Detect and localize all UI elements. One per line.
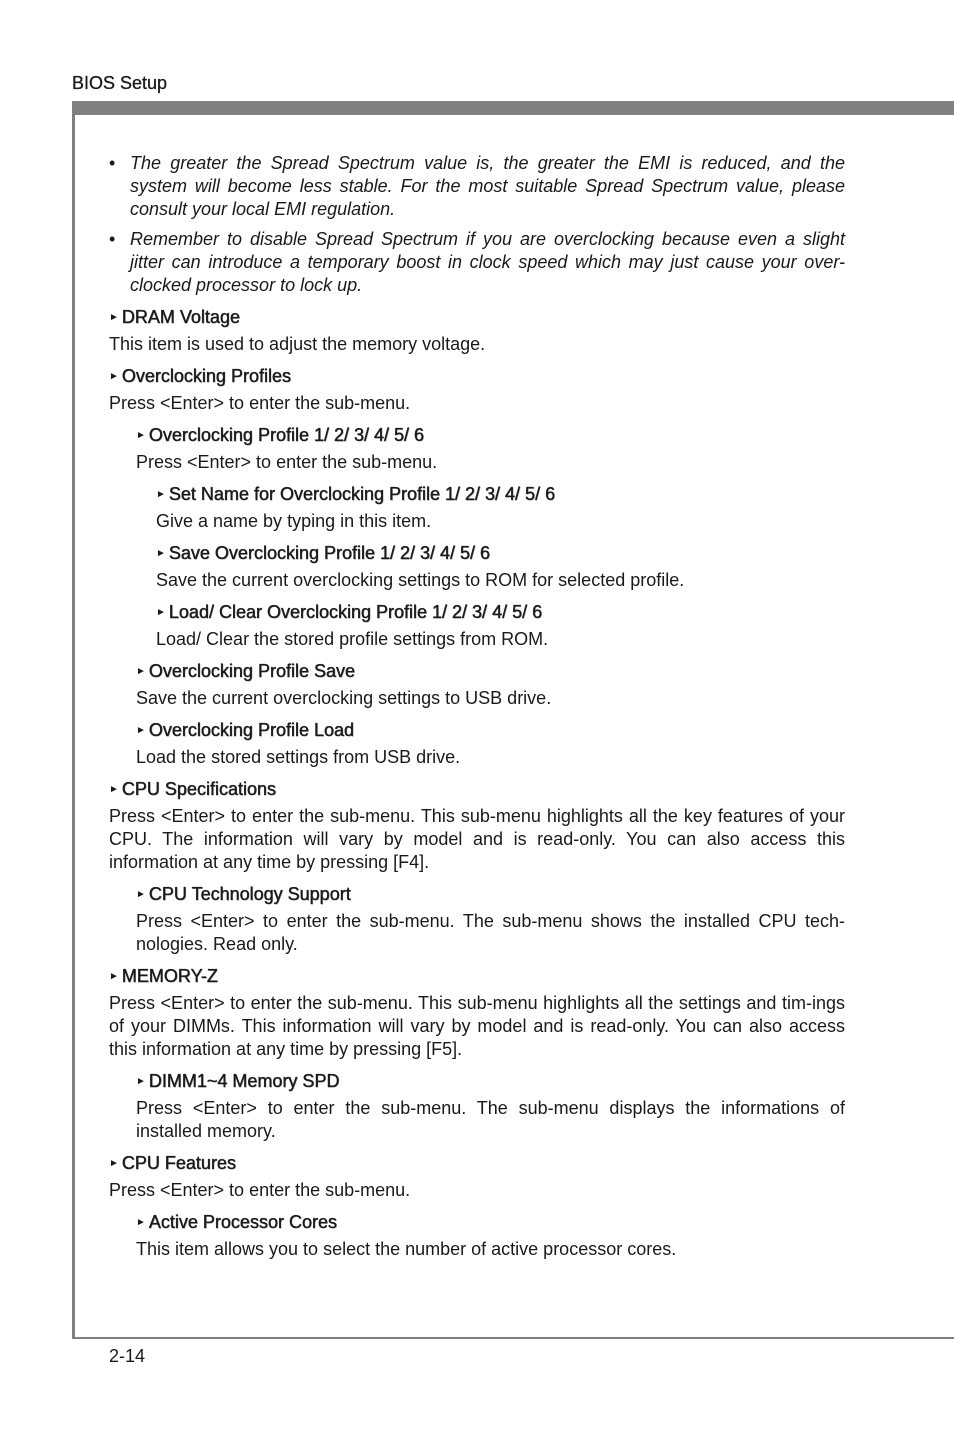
setting-cpu-features <box>109 1152 845 1202</box>
setting-description: Press <Enter> to enter the sub-menu. <box>109 393 411 413</box>
setting-title: Save Overclocking Profile 1/ 2/ 3/ 4/ 5/ 6 <box>168 543 491 563</box>
setting-title: DIMM1~4 Memory SPD <box>148 1071 340 1091</box>
triangle-right-icon: ► <box>109 784 119 795</box>
setting-cpu-specifications <box>109 778 845 874</box>
left-border <box>72 101 75 1339</box>
triangle-right-icon: ► <box>136 666 146 677</box>
setting-description: Press <Enter> to enter the sub-menu. <box>136 452 438 472</box>
setting-title: CPU Technology Support <box>148 884 351 904</box>
setting-title: Overclocking Profile 1/ 2/ 3/ 4/ 5/ 6 <box>148 425 425 445</box>
setting-overclocking-profile-n <box>136 424 845 474</box>
setting-description: Give a name by typing in this item. <box>156 511 432 531</box>
setting-title: DRAM Voltage <box>121 307 240 327</box>
setting-description: Save the current overclocking settings to USB drive. <box>136 688 552 708</box>
setting-description: Load/ Clear the stored profile settings from ROM. <box>156 629 549 649</box>
header-title: BIOS Setup <box>72 73 168 93</box>
setting-set-name-profile <box>156 483 845 533</box>
setting-active-processor-cores <box>136 1211 845 1261</box>
setting-description: Save the current overclocking settings to ROM for selected profile. <box>156 570 685 590</box>
triangle-right-icon: ► <box>156 548 166 559</box>
setting-overclocking-profiles <box>109 365 845 415</box>
setting-description: Load the stored settings from USB drive. <box>136 747 461 767</box>
setting-title: Overclocking Profile Save <box>148 661 355 681</box>
triangle-right-icon: ► <box>156 607 166 618</box>
setting-title: CPU Features <box>121 1153 236 1173</box>
triangle-right-icon: ► <box>136 1076 146 1087</box>
setting-description: Press <Enter> to enter the sub-menu. The sub-menu shows the installed CPU tech-nologies. Read only. <box>136 911 845 954</box>
triangle-right-icon: ► <box>136 1217 146 1228</box>
setting-save-profile <box>156 542 845 592</box>
setting-title: Overclocking Profile Load <box>148 720 355 740</box>
setting-dram-voltage <box>109 306 845 356</box>
setting-description: Press <Enter> to enter the sub-menu. <box>109 1180 411 1200</box>
setting-description: This item allows you to select the number of active processor cores. <box>136 1239 677 1259</box>
triangle-right-icon: ► <box>136 430 146 441</box>
setting-title: CPU Specifications <box>121 779 276 799</box>
setting-description: Press <Enter> to enter the sub-menu. This sub-menu highlights all the settings and tim-ings of your DIMMs. This information will vary by model and is read-only. You can also access this information at any time by pressing [F5]. <box>109 993 845 1059</box>
setting-title: MEMORY-Z <box>121 966 218 986</box>
setting-dimm-memory-spd <box>136 1070 845 1143</box>
setting-memory-z <box>109 965 845 1061</box>
triangle-right-icon: ► <box>109 971 119 982</box>
setting-title: Overclocking Profiles <box>121 366 291 386</box>
triangle-right-icon: ► <box>136 725 146 736</box>
setting-load-clear-profile <box>156 601 845 651</box>
setting-title: Set Name for Overclocking Profile 1/ 2/ 3/ 4/ 5/ 6 <box>168 484 556 504</box>
setting-description: This item is used to adjust the memory voltage. <box>109 334 486 354</box>
triangle-right-icon: ► <box>109 1158 119 1169</box>
setting-profile-load-usb <box>136 719 845 769</box>
note-text: The greater the Spread Spectrum value is, the greater the EMI is reduced, and the system will become less stable. For the most suitable Spread Spectrum value, please consult your local EMI regulation. <box>130 153 845 219</box>
note-item <box>109 152 845 221</box>
bullet-icon: • <box>109 153 116 173</box>
setting-title: Load/ Clear Overclocking Profile 1/ 2/ 3/ 4/ 5/ 6 <box>168 602 543 622</box>
setting-cpu-technology-support <box>136 883 845 956</box>
triangle-right-icon: ► <box>136 889 146 900</box>
content-area <box>109 152 845 1261</box>
footer-rule <box>72 1337 954 1339</box>
setting-description: Press <Enter> to enter the sub-menu. This sub-menu highlights all the key features of your CPU. The information will vary by model and is read-only. You can also access this information at any time by pressing [F4]. <box>109 806 845 872</box>
bullet-icon: • <box>109 229 116 249</box>
setting-title: Active Processor Cores <box>148 1212 337 1232</box>
setting-profile-save-usb <box>136 660 845 710</box>
triangle-right-icon: ► <box>109 371 119 382</box>
triangle-right-icon: ► <box>109 312 119 323</box>
triangle-right-icon: ► <box>156 489 166 500</box>
page-number: 2-14 <box>109 1346 146 1366</box>
note-text: Remember to disable Spread Spectrum if you are overclocking because even a slight jitter can introduce a temporary boost in clock speed which may just cause your over-clocked processor to lock up. <box>130 229 845 295</box>
setting-description: Press <Enter> to enter the sub-menu. The sub-menu displays the informations of installed memory. <box>136 1098 845 1141</box>
header-bar <box>72 101 954 115</box>
note-item <box>109 228 845 297</box>
